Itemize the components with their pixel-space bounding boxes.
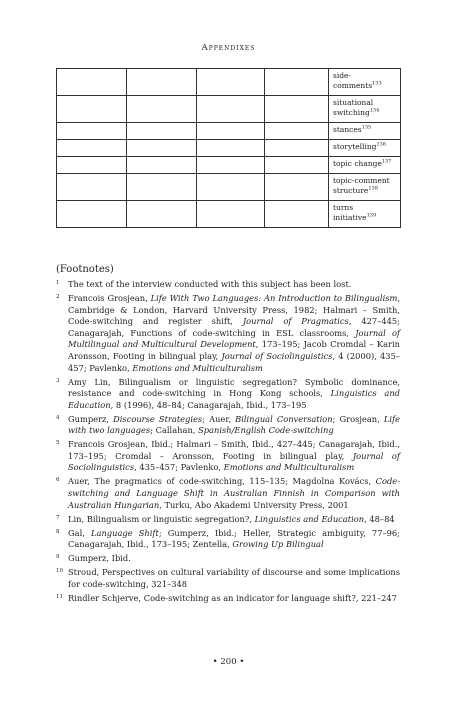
- footnote-number: 3: [56, 377, 60, 384]
- table-row: [57, 140, 401, 157]
- footnote: [56, 567, 400, 590]
- code-label-cell: [329, 123, 401, 140]
- footnote-text: Lin, Bilingualism or linguistic segregation?,: [68, 513, 255, 524]
- empty-cell: [127, 123, 197, 140]
- empty-cell: [265, 157, 329, 174]
- empty-cell: [265, 140, 329, 157]
- footnote-text: ; Grosjean,: [332, 413, 384, 424]
- empty-cell: [265, 69, 329, 96]
- footnote-number: 10: [56, 568, 63, 575]
- footnote-text: Gal,: [68, 527, 91, 538]
- footnote-number: 8: [56, 528, 60, 535]
- footnote-title: Linguistics and Education: [254, 513, 365, 524]
- footnote-title: Journal of Multilingual and Multicultural Development: [68, 327, 401, 350]
- footnote-text: The text of the interview conducted with this subject has been lost.: [68, 279, 352, 289]
- empty-cell: [197, 123, 265, 140]
- footnote-text: Rindler Schjerve, Code-switching as an indicator for language shift?, 221–247: [68, 592, 397, 603]
- footnote-title: Journal of Sociolinguistics: [68, 450, 400, 473]
- empty-cell: [197, 96, 265, 123]
- footnote-title: Journal of Pragmatics: [242, 316, 349, 327]
- empty-cell: [57, 140, 127, 157]
- footnote-number: 5: [56, 440, 60, 447]
- empty-cell: [197, 174, 265, 201]
- footnote-title: Linguistics and Education: [68, 388, 400, 410]
- empty-cell: [127, 157, 197, 174]
- footnote-ref: 134: [369, 107, 380, 113]
- code-label: topic change: [333, 159, 382, 168]
- footnote-text: ; Auer,: [202, 413, 236, 424]
- empty-cell: [197, 140, 265, 157]
- footnotes-heading: (Footnotes): [56, 264, 114, 275]
- empty-cell: [57, 123, 127, 140]
- footnote-number: 2: [56, 293, 60, 300]
- footnote: [56, 439, 400, 474]
- footnotes-list: [56, 279, 400, 607]
- footnote-title: Emotions and Multiculturalism: [223, 462, 355, 473]
- footnote-text: Amy Lin, Bilingualism or linguistic segregation? Symbolic dominance, resistance and code-switching in Hong Kong schools,: [68, 376, 400, 399]
- footnote-title: Growing Up Bilingual: [232, 539, 324, 550]
- footnote-ref: 137: [381, 158, 392, 165]
- footnote-title: Emotions and Multiculturalism: [132, 362, 263, 373]
- footnote-ref: 139: [366, 212, 377, 218]
- footnote: [56, 414, 400, 437]
- empty-cell: [127, 174, 197, 201]
- code-label-cell: [329, 201, 401, 228]
- footnote-title: Bilingual Conversation: [235, 413, 333, 424]
- code-label: situational switching: [333, 98, 374, 117]
- footnote-title: Journal of Sociolinguistics: [221, 350, 333, 361]
- footnote: [56, 528, 400, 551]
- code-label-cell: [329, 69, 401, 96]
- footnote-title: Code-switching and Language Shift in Australian Finnish in Comparison with Australian Hungarian: [68, 476, 400, 510]
- footnote: [56, 377, 400, 412]
- empty-cell: [197, 201, 265, 228]
- empty-cell: [57, 69, 127, 96]
- footnote-text: , 48–84: [364, 513, 395, 524]
- footnote-text: Gumperz, Ibid.: [68, 553, 131, 564]
- footnote-title: Discourse Strategies: [113, 413, 203, 424]
- codes-table-body: [57, 69, 401, 228]
- footnote-ref: 133: [372, 80, 382, 86]
- table-row: [57, 123, 401, 140]
- empty-cell: [265, 96, 329, 123]
- empty-cell: [57, 174, 127, 201]
- empty-cell: [57, 201, 127, 228]
- footnote-text: Francois Grosjean, Ibid.; Halmari – Smith, Ibid., 427–445; Canagarajah, Ibid., 173–195; Cromdal – Aronsson, Footing in bilingual play,: [68, 439, 400, 461]
- footnote-text: ; Callahan,: [150, 425, 199, 436]
- footnote-text: , 8 (1996), 48–84; Canagarajah, Ibid., 173–195: [110, 399, 307, 410]
- table-row: [57, 174, 401, 201]
- empty-cell: [57, 157, 127, 174]
- footnote: [56, 293, 400, 374]
- codes-table: [56, 68, 401, 228]
- footnote-text: , 4 (2000), 435–457; Pavlenko,: [68, 350, 401, 373]
- code-label-cell: [329, 157, 401, 174]
- table-row: [57, 69, 401, 96]
- code-label-cell: [329, 96, 401, 123]
- code-label: storytelling: [333, 142, 377, 151]
- code-label: side-comments: [333, 71, 373, 90]
- footnote: [56, 593, 400, 605]
- footnote-number: 7: [56, 514, 60, 521]
- empty-cell: [57, 96, 127, 123]
- footnote-ref: 136: [376, 141, 387, 148]
- footnote-title: Language Shift: [91, 527, 159, 538]
- footnote-text: , 173–195; Jacob Cromdal – Karin Aronsson, Footing in bilingual play,: [68, 339, 401, 361]
- footnote-title: Life with two languages: [68, 413, 401, 436]
- empty-cell: [265, 123, 329, 140]
- footnote-text: , Cambridge & London, Harvard University Press, 1982; Halmari – Smith, Code-switching and register shift,: [68, 292, 400, 327]
- table-row: [57, 157, 401, 174]
- footnote-text: Stroud, Perspectives on cultural variability of discourse and some implications for code-switching, 321–348: [68, 567, 400, 589]
- empty-cell: [127, 96, 197, 123]
- code-label: stances: [333, 125, 362, 134]
- footnote-title: Spanish/English Code-switching: [198, 425, 334, 436]
- footnote: [56, 553, 400, 565]
- footnote-number: 9: [56, 554, 60, 561]
- footnote-number: 6: [56, 477, 60, 484]
- footnote-text: , Turku, Abo Akademi University Press, 2001: [159, 499, 349, 510]
- running-head: Appendixes: [201, 43, 256, 53]
- empty-cell: [197, 157, 265, 174]
- table-row: [57, 96, 401, 123]
- footnote-text: Francois Grosjean,: [68, 292, 151, 303]
- footnote-text: , 435–457; Pavlenko,: [134, 462, 224, 473]
- footnote-number: 11: [56, 593, 63, 600]
- footnote-text: ; Gumperz, Ibid.; Heller, Strategic ambiguity, 77–96; Canagarajah, Ibid., 173–195; Zentella,: [68, 527, 400, 550]
- code-label-cell: [329, 140, 401, 157]
- footnote: [56, 514, 400, 526]
- page-number: • 200 •: [212, 657, 245, 667]
- footnote-number: 4: [56, 414, 60, 421]
- table-row: [57, 201, 401, 228]
- footnote: [56, 476, 400, 511]
- footnote: [56, 279, 400, 291]
- empty-cell: [265, 201, 329, 228]
- footnote-text: Gumperz,: [68, 413, 114, 424]
- footnote-ref: 135: [361, 124, 372, 131]
- code-label: topic-comment structure: [333, 176, 390, 195]
- footnote-title: Life With Two Languages: An Introduction to Bilingualism: [150, 292, 398, 303]
- footnote-text: , 427–445; Canagarajah, Functions of code-switching in ESL classrooms,: [68, 316, 400, 338]
- empty-cell: [265, 174, 329, 201]
- empty-cell: [127, 140, 197, 157]
- footnote-text: Auer, The pragmatics of code-switching, 115–135; Magdolna Kovács,: [68, 476, 376, 487]
- footnote-number: 1: [56, 280, 60, 286]
- empty-cell: [197, 69, 265, 96]
- code-label-cell: [329, 174, 401, 201]
- empty-cell: [127, 69, 197, 96]
- empty-cell: [127, 201, 197, 228]
- footnote-ref: 138: [368, 185, 378, 191]
- code-label: turns initiative: [333, 203, 367, 222]
